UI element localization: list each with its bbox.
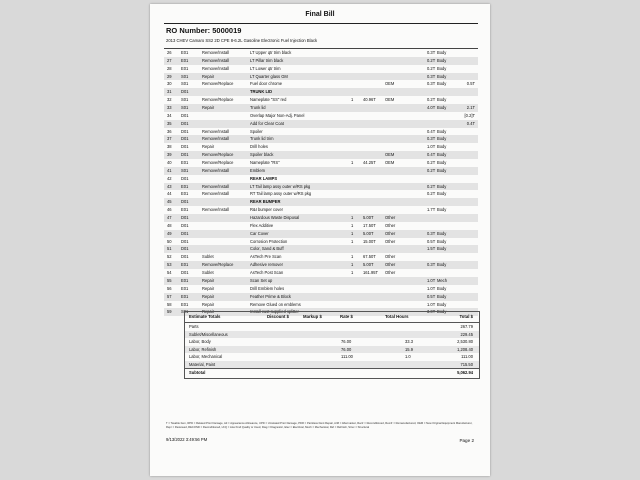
bill-page <box>150 4 490 476</box>
table-row <box>164 57 478 65</box>
operation: Remove/Install <box>202 65 230 71</box>
line-number: 35 <box>167 120 172 126</box>
totals-row <box>185 323 479 331</box>
description: Color, Sand & Buff <box>250 246 284 252</box>
labor-type: Body <box>437 309 447 315</box>
part-price: 40.96T <box>363 97 376 103</box>
part-price: 67.50T <box>363 254 376 260</box>
category-code: E01 <box>181 183 189 189</box>
labor-hours: 0.3T <box>427 81 436 87</box>
description: R&I bumper cover <box>250 207 283 213</box>
category-code: D01 <box>181 120 189 126</box>
table-row <box>164 190 478 198</box>
category-code: D01 <box>181 112 189 118</box>
operation: Remove/Install <box>202 167 230 173</box>
category-code: S01 <box>181 97 189 103</box>
description: Spoiler black <box>250 152 274 158</box>
line-number: 52 <box>167 254 172 260</box>
page-title: Final Bill <box>305 11 335 18</box>
totals-row <box>185 346 479 354</box>
totals-hours: 1.0 <box>405 354 411 359</box>
labor-type: Body <box>437 191 447 197</box>
labor-hours: 1.0T <box>427 285 436 291</box>
category-code: D01 <box>181 246 189 252</box>
description: Adhesive remover <box>250 262 283 268</box>
line-number: 40 <box>167 160 172 166</box>
labor-type: Body <box>437 144 447 150</box>
table-row <box>164 238 478 246</box>
table-row <box>164 230 478 238</box>
labor-type: Body <box>437 293 447 299</box>
category-code: E01 <box>181 285 189 291</box>
labor-type: Body <box>437 238 447 244</box>
header-markup: Markup $ <box>303 314 322 319</box>
description: Drill holes <box>250 144 268 150</box>
description: TRUNK LID <box>250 89 273 95</box>
quantity: 1 <box>351 160 354 166</box>
category-code: S01 <box>181 81 189 87</box>
category-code: D01 <box>181 175 189 181</box>
description: Nameplate "SS" red <box>250 97 287 103</box>
totals-label: Material, Paint <box>189 361 216 367</box>
labor-hours: 0.2T <box>427 57 436 63</box>
category-code: E01 <box>181 160 189 166</box>
labor-type: Body <box>437 73 447 79</box>
description: Drill Emblem holes <box>250 285 285 291</box>
description: Trunk lid <box>250 105 266 111</box>
line-number: 36 <box>167 128 172 134</box>
line-number: 42 <box>167 175 172 181</box>
labor-type: Body <box>437 57 447 63</box>
labor-type: Body <box>437 136 447 142</box>
category-code: D01 <box>181 144 189 150</box>
part-price: 5.00T <box>363 215 374 221</box>
table-row <box>164 245 478 253</box>
labor-hours: 1.0T <box>427 144 436 150</box>
table-row <box>164 159 478 167</box>
table-row <box>164 112 478 120</box>
quantity: 1 <box>351 97 354 103</box>
line-number: 38 <box>167 144 172 150</box>
line-number: 30 <box>167 81 172 87</box>
operation: Remove/Install <box>202 128 230 134</box>
header-estimate-totals: Estimate Totals <box>189 314 221 319</box>
description: Flex Additive <box>250 222 274 228</box>
description: Add for Clear Coat <box>250 120 284 126</box>
line-number: 59 <box>167 309 172 315</box>
table-row <box>164 277 478 285</box>
category-code: S01 <box>181 167 189 173</box>
line-number: 43 <box>167 183 172 189</box>
labor-type: Body <box>437 246 447 252</box>
totals-rate: 76.00 <box>341 339 352 344</box>
operation: Sublet <box>202 270 214 276</box>
labor-hours: 0.2T <box>427 160 436 166</box>
category-code: E01 <box>181 207 189 213</box>
totals-label: Sublet/Miscellaneous <box>189 331 228 337</box>
part-type: Other <box>385 262 396 268</box>
category-code: S01 <box>181 105 189 111</box>
line-number: 57 <box>167 293 172 299</box>
description: Fuel door chrome <box>250 81 283 87</box>
category-code: D01 <box>181 238 189 244</box>
paint-hours: 2.1T <box>466 105 475 111</box>
totals-label: Labor, Mechanical <box>189 354 223 359</box>
labor-type: Body <box>437 160 447 166</box>
vehicle-description: 2013 CHEV Camaro SS2 2D CPE 8-6.2L Gasoline Electronic Fuel Injection Black <box>166 38 318 43</box>
operation: Repair <box>202 293 215 299</box>
category-code: E01 <box>181 65 189 71</box>
part-type: OEM <box>385 81 395 87</box>
description: Emblem <box>250 167 266 173</box>
description: Car Cover <box>250 230 269 236</box>
description: Feather Prime & Block <box>250 293 291 299</box>
table-row <box>164 65 478 73</box>
line-items-table <box>164 48 478 316</box>
labor-type: Body <box>437 50 447 55</box>
labor-type: Body <box>437 183 447 189</box>
table-row <box>164 167 478 175</box>
line-number: 32 <box>167 97 172 103</box>
description: Remove Glued on emblems <box>250 301 301 307</box>
labor-type: Mech <box>437 277 448 283</box>
operation: Remove/Replace <box>202 160 234 166</box>
labor-hours: 0.3T <box>427 136 436 142</box>
labor-type: Body <box>437 97 447 103</box>
category-code: E01 <box>181 50 189 55</box>
operation: Remove/Replace <box>202 152 234 158</box>
category-code: E01 <box>181 191 189 197</box>
line-number: 56 <box>167 285 172 291</box>
totals-amount: 715.50 <box>460 361 473 367</box>
labor-hours: 1.7T <box>427 207 436 213</box>
description: Hazardous Waste Disposal <box>250 215 300 221</box>
totals-label: Parts <box>189 324 199 329</box>
table-row <box>164 301 478 309</box>
description: REAR LAMPS <box>250 175 278 181</box>
line-number: 48 <box>167 222 172 228</box>
part-type: OEM <box>385 152 395 158</box>
table-row <box>164 120 478 128</box>
quantity: 1 <box>351 238 354 244</box>
labor-hours: 0.4T <box>427 128 436 134</box>
subtotal-row <box>185 368 479 378</box>
category-code: S01 <box>181 73 189 79</box>
title-divider <box>164 23 478 24</box>
description: Overlap Major Non-Adj. Panel <box>250 112 305 118</box>
description: LT Quarter glass GM <box>250 73 288 79</box>
estimate-totals-table <box>184 311 480 379</box>
table-row <box>164 175 478 183</box>
labor-hours: 1.0T <box>427 301 436 307</box>
operation: Repair <box>202 309 215 315</box>
part-type: Other <box>385 222 396 228</box>
description: Spoiler <box>250 128 263 134</box>
table-row <box>164 269 478 277</box>
abbreviation-legend: T = Taxable Item, RPD = Related Prior Damage, Ad = Appearance Allowance, UPD = Unrelated Prior Damage, PDR = Paintless Dent Repair, A/M = Aftermarket, Reclr = Reconditioned, Remfr = Remanufactured, OEM = New Original Equipment Manufacturer, Repr = Reviewed, RECOND = Reconditioned, LKQ = Like Kind Quality or Used, Diag = Diagnostic, Elec = Electrical, Mech = Mechanical, Ref = Refinish, Struc = Structural <box>166 422 473 429</box>
labor-type: Body <box>437 230 447 236</box>
table-row <box>164 285 478 293</box>
labor-type: Body <box>437 167 447 173</box>
category-code: D01 <box>181 254 189 260</box>
category-code: D01 <box>181 128 189 134</box>
line-number: 54 <box>167 270 172 276</box>
category-code: S01 <box>181 309 189 315</box>
labor-type: Body <box>437 262 447 268</box>
line-number: 51 <box>167 246 172 252</box>
table-row <box>164 183 478 191</box>
category-code: E01 <box>181 277 189 283</box>
operation: Remove/Install <box>202 50 230 55</box>
table-row <box>164 214 478 222</box>
description: Trunk lid trim <box>250 136 274 142</box>
page-number: Page 2 <box>459 438 474 443</box>
line-number: 58 <box>167 301 172 307</box>
labor-hours: 0.5T <box>427 238 436 244</box>
totals-row <box>185 331 479 339</box>
totals-amount: 2,530.80 <box>457 339 473 344</box>
line-number: 53 <box>167 262 172 268</box>
line-number: 41 <box>167 167 172 173</box>
quantity: 1 <box>351 215 354 221</box>
quantity: 1 <box>351 270 354 276</box>
labor-hours: 0.3T <box>427 50 436 55</box>
quantity: 1 <box>351 262 354 268</box>
category-code: D01 <box>181 230 189 236</box>
part-price: 44.25T <box>363 160 376 166</box>
table-row <box>164 253 478 261</box>
description: LT Tail lamp assy outer w/RS pkg <box>250 183 311 189</box>
operation: Remove/Replace <box>202 262 234 268</box>
table-row <box>164 206 478 214</box>
part-price: 5.00T <box>363 230 374 236</box>
line-number: 29 <box>167 73 172 79</box>
category-code: D01 <box>181 215 189 221</box>
labor-type: Body <box>437 285 447 291</box>
labor-type: Body <box>437 207 447 213</box>
labor-hours: 1.0T <box>427 277 436 283</box>
table-row <box>164 96 478 104</box>
labor-hours: 4.0T <box>427 105 436 111</box>
table-row <box>164 73 478 81</box>
labor-hours: 3.0T <box>427 309 436 315</box>
labor-hours: 0.3T <box>427 230 436 236</box>
labor-hours: 0.2T <box>427 167 436 173</box>
subtotal-label: Subtotal <box>189 370 206 375</box>
totals-amount: 111.00 <box>461 354 473 359</box>
table-row <box>164 151 478 159</box>
header-rate: Rate $ <box>340 314 353 319</box>
totals-rate: 76.00 <box>341 346 352 352</box>
header-discount: Discount $ <box>267 314 289 319</box>
part-type: Other <box>385 215 396 221</box>
totals-rate: 111.00 <box>341 354 353 359</box>
header-total-hours: Total Hours <box>385 314 409 319</box>
quantity: 1 <box>351 230 354 236</box>
description: Scan Set up <box>250 277 273 283</box>
totals-hours: 15.9 <box>405 346 413 352</box>
category-code: D01 <box>181 136 189 142</box>
labor-hours: 0.3T <box>427 73 436 79</box>
operation: Repair <box>202 144 215 150</box>
totals-label: Labor, Refinish <box>189 346 217 352</box>
part-price: 17.50T <box>363 222 376 228</box>
description: Corrosion Protection <box>250 238 288 244</box>
category-code: D01 <box>181 152 189 158</box>
totals-hours: 33.3 <box>405 339 413 344</box>
table-row <box>164 293 478 301</box>
category-code: D01 <box>181 89 189 95</box>
operation: Remove/Replace <box>202 81 234 87</box>
ro-number: RO Number: 5000019 <box>166 26 242 35</box>
totals-row <box>185 338 479 346</box>
line-number: 28 <box>167 65 172 71</box>
labor-hours: 0.2T <box>427 191 436 197</box>
part-type: Other <box>385 238 396 244</box>
category-code: E01 <box>181 262 189 268</box>
labor-type: Body <box>437 128 447 134</box>
line-number: 45 <box>167 199 172 205</box>
description: LT Pillar trim black <box>250 57 284 63</box>
table-row <box>164 128 478 136</box>
labor-hours: 0.2T <box>427 65 436 71</box>
quantity: 1 <box>351 254 354 260</box>
labor-hours: 0.5T <box>427 293 436 299</box>
description: LT Lower qtr trim <box>250 65 281 71</box>
part-type: Other <box>385 254 396 260</box>
operation: Repair <box>202 285 215 291</box>
table-row <box>164 104 478 112</box>
paint-hours: 0.5T <box>466 81 475 87</box>
operation: Remove/Install <box>202 207 230 213</box>
print-timestamp: 9/13/2022 3:49:56 PM <box>166 437 208 442</box>
category-code: E01 <box>181 301 189 307</box>
paint-hours: [0.2]T <box>464 112 475 118</box>
labor-hours: 0.2T <box>427 183 436 189</box>
labor-hours: 0.2T <box>427 97 436 103</box>
labor-hours: 0.4T <box>427 152 436 158</box>
labor-type: Body <box>437 65 447 71</box>
paint-hours: 0.4T <box>466 120 475 126</box>
line-number: 55 <box>167 277 172 283</box>
description: AsTech Post Scan <box>250 270 284 276</box>
table-row <box>164 143 478 151</box>
totals-amount: 229.45 <box>460 331 473 337</box>
table-row <box>164 222 478 230</box>
category-code: E01 <box>181 57 189 63</box>
part-type: Other <box>385 230 396 236</box>
operation: Remove/Replace <box>202 97 234 103</box>
table-row <box>164 49 478 57</box>
operation: Remove/Install <box>202 136 230 142</box>
line-number: 49 <box>167 230 172 236</box>
operation: Repair <box>202 73 215 79</box>
description: Install cust supplied splitter <box>250 309 299 315</box>
subtotal-amount: 5,062.94 <box>457 370 473 375</box>
line-number: 47 <box>167 215 172 221</box>
category-code: E01 <box>181 293 189 299</box>
totals-rows <box>185 323 479 368</box>
operation: Repair <box>202 105 215 111</box>
table-row <box>164 198 478 206</box>
operation: Repair <box>202 301 215 307</box>
line-number: 39 <box>167 152 172 158</box>
table-row <box>164 135 478 143</box>
line-number: 37 <box>167 136 172 142</box>
operation: Repair <box>202 277 215 283</box>
header-total: Total $ <box>459 314 473 319</box>
operation: Remove/Install <box>202 191 230 197</box>
labor-type: Body <box>437 152 447 158</box>
category-code: D01 <box>181 270 189 276</box>
totals-label: Labor, Body <box>189 339 211 344</box>
line-number: 50 <box>167 238 172 244</box>
part-type: OEM <box>385 97 395 103</box>
quantity: 1 <box>351 222 354 228</box>
line-number: 44 <box>167 191 172 197</box>
labor-type: Body <box>437 81 447 87</box>
description: REAR BUMPER <box>250 199 281 205</box>
labor-type: Body <box>437 301 447 307</box>
totals-amount: 1,208.40 <box>457 346 473 352</box>
description: LT Upper qtr trim black <box>250 50 292 55</box>
labor-hours: 0.3T <box>427 262 436 268</box>
part-type: OEM <box>385 160 395 166</box>
table-row <box>164 261 478 269</box>
line-number: 27 <box>167 57 172 63</box>
table-row <box>164 80 478 88</box>
description: Nameplate "RS" <box>250 160 280 166</box>
part-price: 15.00T <box>363 238 376 244</box>
operation: Remove/Install <box>202 57 230 63</box>
operation: Remove/Install <box>202 183 230 189</box>
totals-row <box>185 361 479 369</box>
line-number: 31 <box>167 89 172 95</box>
line-number: 46 <box>167 207 172 213</box>
part-price: 5.00T <box>363 262 374 268</box>
category-code: D01 <box>181 222 189 228</box>
table-row <box>164 88 478 96</box>
category-code: D01 <box>181 199 189 205</box>
totals-header <box>185 312 479 323</box>
line-number: 33 <box>167 105 172 111</box>
line-number: 26 <box>167 50 172 55</box>
line-number: 34 <box>167 112 172 118</box>
part-price: 161.95T <box>363 270 379 276</box>
part-type: Other <box>385 270 396 276</box>
operation: Sublet <box>202 254 214 260</box>
labor-hours: 1.5T <box>427 246 436 252</box>
description: RT Tail lamp assy outer w/RS pkg <box>250 191 312 197</box>
labor-type: Body <box>437 105 447 111</box>
totals-row <box>185 353 479 361</box>
description: AsTech Pre Scan <box>250 254 282 260</box>
totals-amount: 267.79 <box>460 324 473 329</box>
